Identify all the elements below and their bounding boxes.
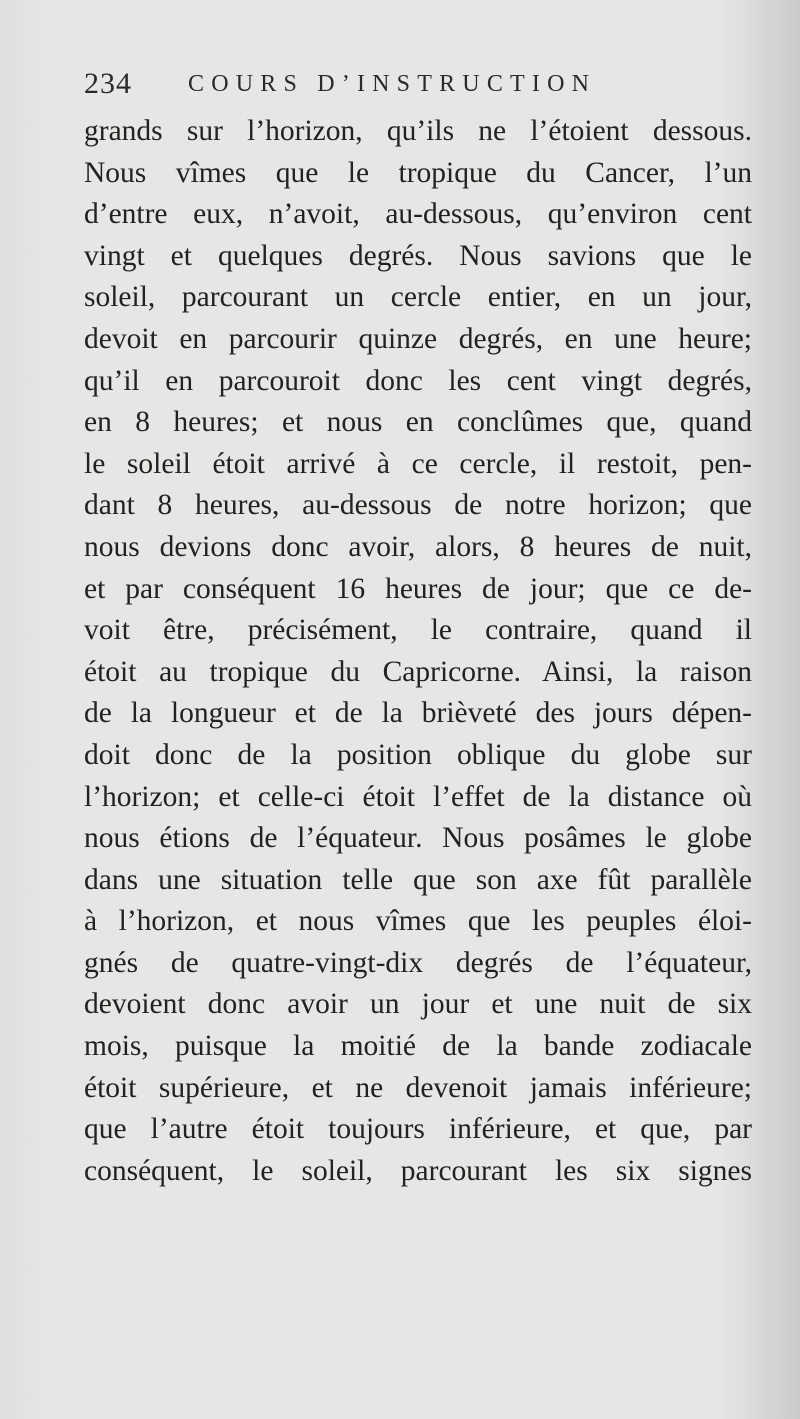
text-line: dans une situation telle que son axe fût parallèle xyxy=(84,863,752,896)
text-line: et par conséquent 16 heures de jour; que ce de- xyxy=(84,572,752,605)
text-line: étoit supérieure, et ne devenoit jamais inférieure; xyxy=(84,1071,752,1104)
text-line: doit donc de la position oblique du globe sur xyxy=(84,738,752,771)
text-line: voit être, précisément, le contraire, quand il xyxy=(84,614,752,647)
text-line: à l’horizon, et nous vîmes que les peuples éloi- xyxy=(84,905,752,938)
text-line: devoit en parcourir quinze degrés, en une heure; xyxy=(84,322,752,355)
text-line: l’horizon; et celle-ci étoit l’effet de la distance où xyxy=(84,780,752,813)
body-text xyxy=(84,111,752,1192)
text-line: nous devions donc avoir, alors, 8 heures de nuit, xyxy=(84,530,752,563)
text-line: devoient donc avoir un jour et une nuit de six xyxy=(84,988,752,1021)
text-line: étoit au tropique du Capricorne. Ainsi, la raison xyxy=(84,655,752,688)
text-line: le soleil étoit arrivé à ce cercle, il restoit, pen- xyxy=(84,447,752,480)
text-line: qu’il en parcouroit donc les cent vingt degrés, xyxy=(84,364,752,397)
running-head: COURS D’INSTRUCTION xyxy=(188,71,597,97)
text-line: Nous vîmes que le tropique du Cancer, l’un xyxy=(84,156,752,189)
text-line: nous étions de l’équateur. Nous posâmes le globe xyxy=(84,822,752,855)
text-line: gnés de quatre-vingt-dix degrés de l’équateur, xyxy=(84,946,752,979)
text-line: dant 8 heures, au-dessous de notre horizon; que xyxy=(84,489,752,522)
page-header xyxy=(84,64,704,104)
text-line: vingt et quelques degrés. Nous savions que le xyxy=(84,239,752,272)
text-line: en 8 heures; et nous en conclûmes que, quand xyxy=(84,406,752,439)
text-line: que l’autre étoit toujours inférieure, et que, par xyxy=(84,1113,752,1146)
text-line: conséquent, le soleil, parcourant les six signes xyxy=(84,1154,752,1187)
page-number: 234 xyxy=(84,67,132,100)
text-line: d’entre eux, n’avoit, au-dessous, qu’environ cent xyxy=(84,198,752,231)
text-line: mois, puisque la moitié de la bande zodiacale xyxy=(84,1030,752,1063)
text-line: de la longueur et de la brièveté des jours dépen- xyxy=(84,697,752,730)
text-line: soleil, parcourant un cercle entier, en un jour, xyxy=(84,281,752,314)
text-line: grands sur l’horizon, qu’ils ne l’étoient dessous. xyxy=(84,115,752,147)
